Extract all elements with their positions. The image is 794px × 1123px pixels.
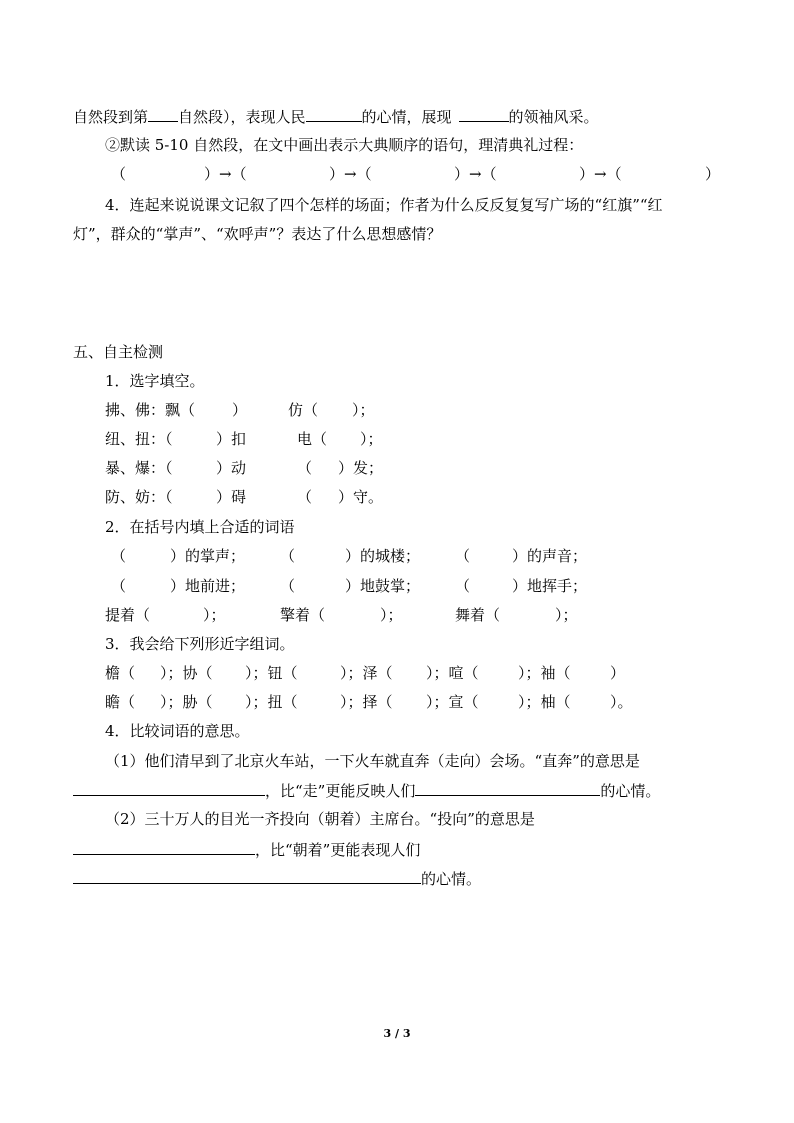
sec4-line2: ②默读 5-10 自然段，在文中画出表示大典顺序的语句，理清典礼过程： xyxy=(105,136,584,154)
q4-part1-line2: ，比“走”更能反映人们 的心情。 xyxy=(73,780,660,801)
q2-title: 2．在括号内填上合适的词语 xyxy=(105,518,295,536)
sec4-q4-line2: 灯”，群众的“掌声”、“欢呼声”？表达了什么思想感情？ xyxy=(73,225,442,243)
q4-part1-line1: （1）他们清早到了北京火车站，一下火车就直奔（走向）会场。“直奔”的意思是 xyxy=(105,752,640,770)
q3-title: 3．我会给下列形近字组词。 xyxy=(105,635,295,653)
sec4-q4-line1: 4．连起来说说课文记叙了四个怎样的场面；作者为什么反反复复写广场的“红旗”“红 xyxy=(105,196,663,214)
q4-title: 4．比较词语的意思。 xyxy=(105,722,250,740)
q4-part2-line3: 的心情。 xyxy=(73,868,481,889)
sec4-line1: 自然段到第 自然段），表现人民 的心情，展现 的领袖风采。 xyxy=(73,108,599,126)
q4-part2-line2: ，比“朝着”更能表现人们 xyxy=(73,839,420,860)
q1-title: 1．选字填空。 xyxy=(105,372,205,390)
q4-part2-line1: （2）三十万人的目光一齐投向（朝着）主席台。“投向”的意思是 xyxy=(105,810,535,828)
page-number: 3 / 3 xyxy=(383,1027,411,1040)
section-title: 五、自主检测 xyxy=(73,343,164,361)
